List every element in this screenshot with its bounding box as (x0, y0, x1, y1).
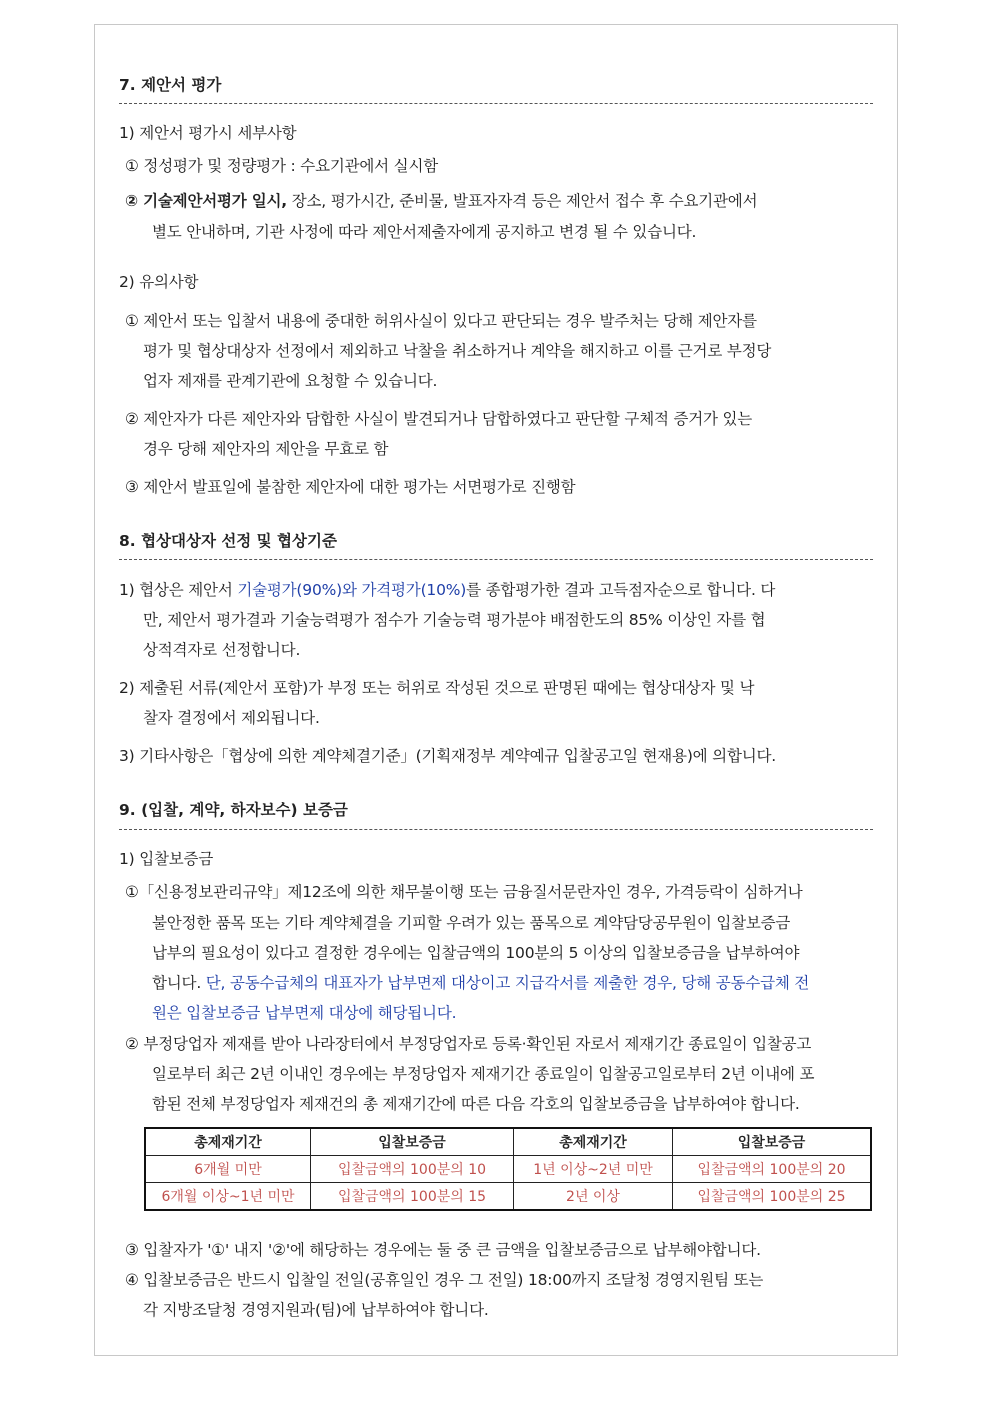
s7-sub2-label: 2) 유의사항 (119, 273, 199, 291)
s9-item-1-highlight: 단, 공동수급체의 대표자가 납부면제 대상이고 지급각서를 제출한 경우, 당해 공동수급체 전 (205, 974, 810, 992)
s8-line-1-cont1: 만, 제안서 평가결과 기술능력평가 점수가 기술능력 평가분야 배점한도의 85% 이상인 자를 협 (143, 611, 766, 629)
table-header: 총제재기간 (514, 1128, 673, 1156)
s8-line-1-a: 1) 협상은 제안서 (119, 581, 238, 599)
s9-item-1-cont2: 납부의 필요성이 있다고 결정한 경우에는 입찰금액의 100분의 5 이상의 입찰보증금을 납부하여야 (152, 944, 800, 962)
s9-item-1-cont3-a: 합니다. (152, 974, 206, 992)
s7-note-1: ① 제안서 또는 입찰서 내용에 중대한 허위사실이 있다고 판단되는 경우 발주처는 당해 제안자를 (125, 312, 757, 330)
s9-item-2-cont1: 일로부터 최근 2년 이내인 경우에는 부정당업자 제재기간 종료일이 입찰공고일로부터 2년 이내에 포 (152, 1065, 815, 1083)
s7-item-2-rest: 장소, 평가시간, 준비물, 발표자자격 등은 제안서 접수 후 수요기관에서 (286, 192, 758, 210)
table-cell: 입찰금액의 100분의 20 (673, 1156, 872, 1183)
s9-sub1-label: 1) 입찰보증금 (119, 850, 214, 868)
s7-item-1: ① 정성평가 및 정량평가 : 수요기관에서 실시함 (125, 157, 438, 175)
table-header: 총제재기간 (145, 1128, 311, 1156)
s9-item-4: ④ 입찰보증금은 반드시 입찰일 전일(공휴일인 경우 그 전일) 18:00까지 조달청 경영지원팀 또는 (125, 1271, 764, 1289)
table-header-row (145, 1128, 871, 1156)
document-page (94, 24, 898, 1356)
s9-item-1-cont1: 불안정한 품목 또는 기타 계약체결을 기피할 우려가 있는 품목으로 계약담당공무원이 입찰보증금 (152, 914, 791, 932)
s7-note-3: ③ 제안서 발표일에 불참한 제안자에 대한 평가는 서면평가로 진행함 (125, 478, 576, 496)
s8-line-2-cont: 찰자 결정에서 제외됩니다. (143, 709, 320, 727)
table-row (145, 1156, 871, 1183)
s9-item-2: ② 부정당업자 제재를 받아 나라장터에서 부정당업자로 등록·확인된 자로서 제재기간 종료일이 입찰공고 (125, 1035, 812, 1053)
s7-note-1-cont1: 평가 및 협상대상자 선정에서 제외하고 낙찰을 취소하거나 계약을 해지하고 이를 근거로 부정당 (143, 342, 772, 360)
table-row (145, 1183, 871, 1211)
section-9-title: 9. (입찰, 계약, 하자보수) 보증금 (119, 801, 348, 819)
table-header: 입찰보증금 (673, 1128, 872, 1156)
section-7-divider (119, 103, 873, 104)
s9-item-1-highlight-cont: 원은 입찰보증금 납부면제 대상에 해당됩니다. (152, 1004, 457, 1022)
s7-sub1-label: 1) 제안서 평가시 세부사항 (119, 124, 297, 142)
table-cell: 2년 이상 (514, 1183, 673, 1211)
table-cell: 입찰금액의 100분의 10 (311, 1156, 514, 1183)
s9-item-1-cont3 (152, 973, 809, 993)
table-header: 입찰보증금 (311, 1128, 514, 1156)
s7-note-1-cont2: 업자 제재를 관계기관에 요청할 수 있습니다. (143, 372, 438, 390)
table-cell: 입찰금액의 100분의 15 (311, 1183, 514, 1211)
table-cell: 입찰금액의 100분의 25 (673, 1183, 872, 1211)
s9-item-2-cont2: 함된 전체 부정당업자 제재건의 총 제재기간에 따른 다음 각호의 입찰보증금을 납부하여야 합니다. (152, 1095, 800, 1113)
s7-item-2-bold: ② 기술제안서평가 일시, (125, 192, 287, 210)
s8-line-1-highlight: 기술평가(90%)와 가격평가(10%) (237, 581, 467, 599)
s8-line-1-c: 를 종합평가한 결과 고득점자순으로 합니다. 다 (466, 581, 776, 599)
table-cell: 1년 이상~2년 미만 (514, 1156, 673, 1183)
section-9-divider (119, 829, 873, 830)
s8-line-1 (119, 580, 775, 600)
bond-table (144, 1127, 872, 1211)
table-cell: 6개월 이상~1년 미만 (145, 1183, 311, 1211)
section-8-title: 8. 협상대상자 선정 및 협상기준 (119, 532, 337, 550)
s9-item-3: ③ 입찰자가 '①' 내지 '②'에 해당하는 경우에는 둘 중 큰 금액을 입찰보증금으로 납부해야합니다. (125, 1241, 761, 1259)
table-cell: 6개월 미만 (145, 1156, 311, 1183)
s8-line-1-cont2: 상적격자로 선정합니다. (143, 641, 301, 659)
s8-line-3: 3) 기타사항은「협상에 의한 계약체결기준」(기획재정부 계약예규 입찰공고일 현재용)에 의합니다. (119, 747, 776, 765)
section-8-divider (119, 559, 873, 560)
s7-item-2-cont: 별도 안내하며, 기관 사정에 따라 제안서제출자에게 공지하고 변경 될 수 있습니다. (152, 223, 697, 241)
section-7-title: 7. 제안서 평가 (119, 76, 222, 94)
s7-item-2 (125, 191, 757, 211)
s9-item-1: ①「신용정보관리규약」제12조에 의한 채무불이행 또는 금융질서문란자인 경우, 가격등락이 심하거나 (125, 883, 803, 901)
s9-item-4-cont: 각 지방조달청 경영지원과(팀)에 납부하여야 합니다. (143, 1301, 489, 1319)
s8-line-2: 2) 제출된 서류(제안서 포함)가 부정 또는 허위로 작성된 것으로 판명된 때에는 협상대상자 및 낙 (119, 679, 755, 697)
s7-note-2: ② 제안자가 다른 제안자와 담합한 사실이 발견되거나 담합하였다고 판단할 구체적 증거가 있는 (125, 410, 753, 428)
s7-note-2-cont: 경우 당해 제안자의 제안을 무효로 함 (143, 440, 389, 458)
